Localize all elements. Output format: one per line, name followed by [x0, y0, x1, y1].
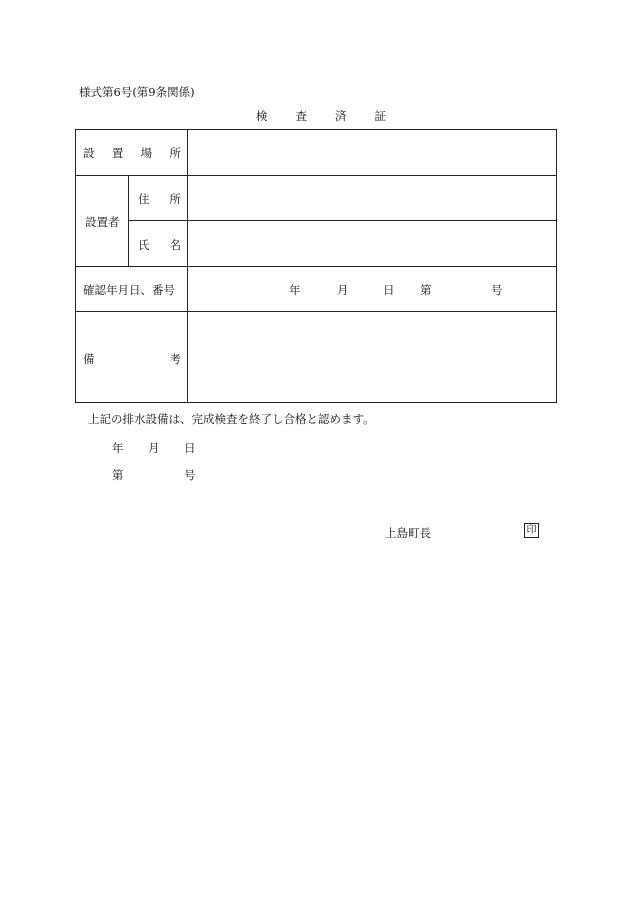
label-char: 考 — [169, 352, 181, 366]
row-divider — [76, 266, 556, 267]
label-char: 場 — [140, 146, 153, 160]
installer-label: 設置者 — [85, 215, 120, 229]
form-number: 様式第6号(第9条関係) — [79, 85, 195, 99]
confirm-year: 年 — [289, 283, 301, 297]
confirm-day: 日 — [383, 283, 395, 297]
certification-statement: 上記の排水設備は、完成検査を終了し合格と認めます。 — [88, 412, 375, 426]
inspection-form-table — [75, 129, 557, 403]
label-char: 所 — [169, 192, 181, 206]
location-label — [83, 145, 181, 161]
document-title — [256, 108, 386, 124]
label-char: 氏 — [138, 238, 150, 252]
title-char: 検 — [256, 109, 268, 123]
label-char: 所 — [169, 146, 181, 160]
date-year: 年 — [112, 441, 124, 455]
remarks-value-cell[interactable] — [188, 312, 555, 401]
confirm-number-suffix: 号 — [491, 283, 503, 297]
address-label — [138, 191, 181, 207]
date-month: 月 — [148, 441, 160, 455]
label-char: 住 — [138, 192, 150, 206]
address-value-cell[interactable] — [188, 176, 555, 219]
number-prefix: 第 — [112, 468, 124, 482]
date-day: 日 — [184, 441, 196, 455]
mayor-title: 上島町長 — [385, 526, 431, 540]
name-label — [138, 237, 181, 253]
label-char: 置 — [111, 146, 124, 160]
label-char: 名 — [169, 238, 181, 252]
remarks-label — [83, 351, 181, 367]
title-char: 査 — [295, 109, 307, 123]
location-value-cell[interactable] — [188, 131, 555, 174]
title-char: 証 — [374, 109, 386, 123]
confirm-label: 確認年月日、番号 — [83, 283, 175, 297]
confirm-number-prefix: 第 — [420, 283, 432, 297]
confirm-month: 月 — [337, 283, 349, 297]
seal-box: 印 — [524, 523, 539, 538]
title-char: 済 — [335, 109, 347, 123]
number-suffix: 号 — [184, 468, 196, 482]
label-char: 備 — [83, 352, 95, 366]
name-value-cell[interactable] — [188, 221, 555, 265]
label-char: 設 — [83, 146, 95, 160]
